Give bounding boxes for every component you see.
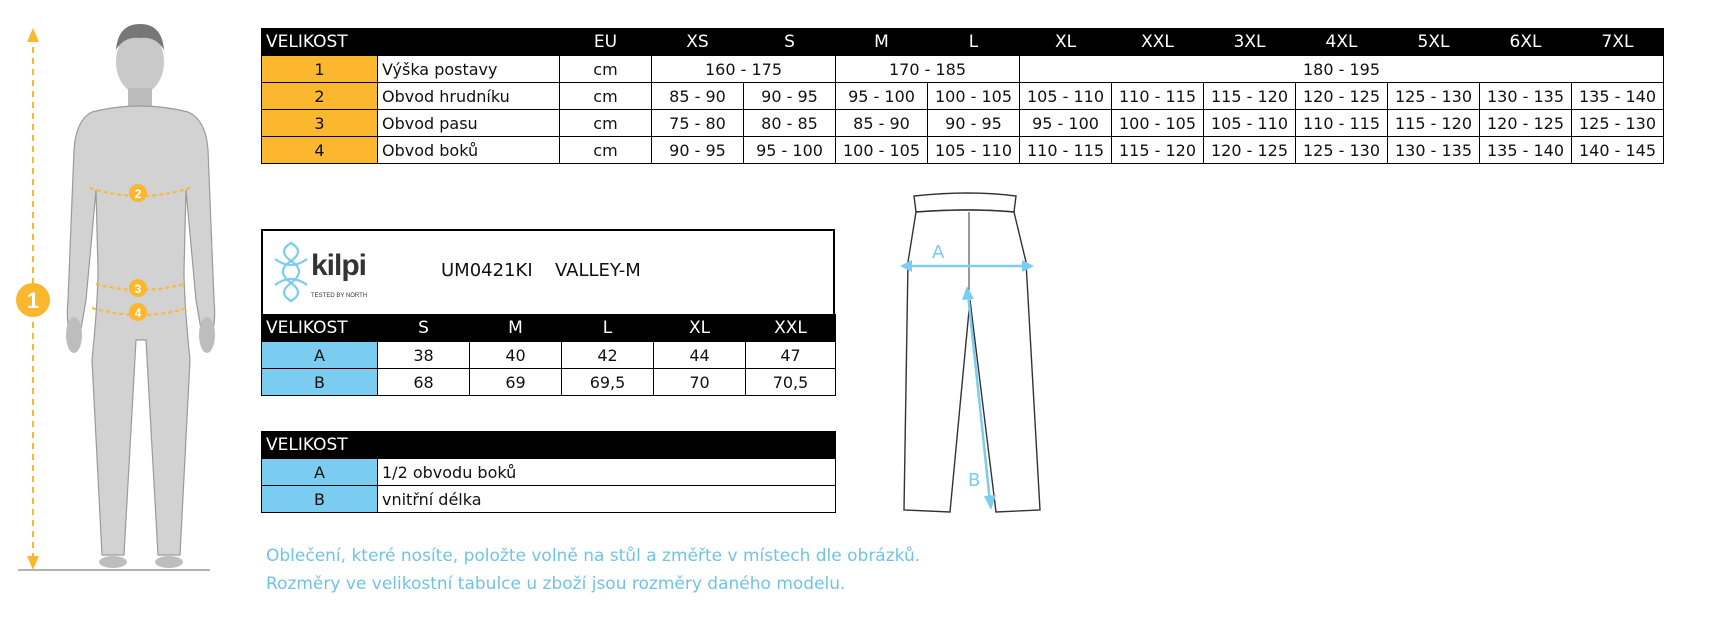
header-cell: 7XL <box>1572 29 1664 56</box>
row-number: 2 <box>262 83 378 110</box>
header-cell: XXL <box>1112 29 1204 56</box>
desc-table-header <box>262 432 836 459</box>
row-label: Obvod boků <box>378 137 560 164</box>
header-cell: VELIKOST <box>262 432 378 459</box>
description-cell: vnitřní délka <box>378 486 836 513</box>
table-row <box>262 56 1664 83</box>
header-cell: L <box>562 315 654 342</box>
value-cell: 130 - 135 <box>1388 137 1480 164</box>
value-cell: 115 - 120 <box>1112 137 1204 164</box>
pants-table-header <box>262 315 836 342</box>
value-cell: 47 <box>746 342 836 369</box>
value-cell: 140 - 145 <box>1572 137 1664 164</box>
value-cell: 120 - 125 <box>1296 83 1388 110</box>
value-cell: 69,5 <box>562 369 654 396</box>
value-cell: 42 <box>562 342 654 369</box>
header-cell: 5XL <box>1388 29 1480 56</box>
header-cell: XS <box>652 29 744 56</box>
header-cell: VELIKOST <box>262 29 378 56</box>
value-cell: 110 - 115 <box>1020 137 1112 164</box>
row-label: A <box>262 342 378 369</box>
product-header <box>261 229 835 314</box>
value-cell: 115 - 120 <box>1388 110 1480 137</box>
value-cell: 135 - 140 <box>1572 83 1664 110</box>
value-cell: 120 - 125 <box>1204 137 1296 164</box>
header-cell: XL <box>1020 29 1112 56</box>
value-cell: 100 - 105 <box>836 137 928 164</box>
value-cell: 100 - 105 <box>928 83 1020 110</box>
value-cell: 125 - 130 <box>1296 137 1388 164</box>
unit-cell: cm <box>560 56 652 83</box>
value-cell: 38 <box>378 342 470 369</box>
value-cell: 85 - 90 <box>652 83 744 110</box>
value-cell: 68 <box>378 369 470 396</box>
product-name: VALLEY-M <box>555 260 641 281</box>
header-cell: M <box>836 29 928 56</box>
measurement-note-1: Oblečení, které nosíte, položte volně na stůl a změřte v místech dle obrázků. <box>266 546 921 566</box>
header-cell: 4XL <box>1296 29 1388 56</box>
value-cell: 44 <box>654 342 746 369</box>
value-cell: 95 - 100 <box>744 137 836 164</box>
value-cell: 160 - 175 <box>652 56 836 83</box>
value-cell: 110 - 115 <box>1112 83 1204 110</box>
header-cell: XL <box>654 315 746 342</box>
value-cell: 90 - 95 <box>744 83 836 110</box>
row-label: B <box>262 369 378 396</box>
value-cell: 70,5 <box>746 369 836 396</box>
size-chart-header <box>262 29 1664 56</box>
value-cell: 69 <box>470 369 562 396</box>
value-cell: 115 - 120 <box>1204 83 1296 110</box>
unit-cell: cm <box>560 83 652 110</box>
value-cell: 85 - 90 <box>836 110 928 137</box>
row-number: 1 <box>262 56 378 83</box>
table-row <box>262 137 1664 164</box>
brand-logo-text: kilpi <box>311 249 367 282</box>
header-cell: L <box>928 29 1020 56</box>
row-number: 4 <box>262 137 378 164</box>
value-cell: 40 <box>470 342 562 369</box>
row-label: Obvod hrudníku <box>378 83 560 110</box>
brand-tagline: TESTED BY NORTH <box>311 293 368 299</box>
value-cell: 180 - 195 <box>1020 56 1664 83</box>
header-cell: M <box>470 315 562 342</box>
header-cell <box>378 29 560 56</box>
header-cell: 3XL <box>1204 29 1296 56</box>
measurement-description-table <box>261 431 836 513</box>
pants-size-table <box>261 314 836 396</box>
pants-measurement-figure <box>880 190 1060 520</box>
table-row <box>262 110 1664 137</box>
table-row <box>262 83 1664 110</box>
row-number: 3 <box>262 110 378 137</box>
value-cell: 105 - 110 <box>1020 83 1112 110</box>
value-cell: 120 - 125 <box>1480 110 1572 137</box>
waist-marker: 3 <box>134 282 142 296</box>
value-cell: 90 - 95 <box>928 110 1020 137</box>
height-marker: 1 <box>26 288 40 313</box>
value-cell: 90 - 95 <box>652 137 744 164</box>
row-label: Výška postavy <box>378 56 560 83</box>
header-cell: S <box>378 315 470 342</box>
table-row <box>262 459 836 486</box>
value-cell: 95 - 100 <box>836 83 928 110</box>
value-cell: 125 - 130 <box>1388 83 1480 110</box>
table-row <box>262 369 836 396</box>
header-cell: EU <box>560 29 652 56</box>
header-cell: VELIKOST <box>262 315 378 342</box>
size-chart-table <box>261 28 1664 164</box>
value-cell: 95 - 100 <box>1020 110 1112 137</box>
table-row <box>262 342 836 369</box>
value-cell: 70 <box>654 369 746 396</box>
header-cell <box>378 432 836 459</box>
header-cell: XXL <box>746 315 836 342</box>
row-label: A <box>262 459 378 486</box>
value-cell: 110 - 115 <box>1296 110 1388 137</box>
value-cell: 105 - 110 <box>1204 110 1296 137</box>
table-row <box>262 486 836 513</box>
product-code: UM0421KI <box>441 260 533 281</box>
value-cell: 80 - 85 <box>744 110 836 137</box>
description-cell: 1/2 obvodu boků <box>378 459 836 486</box>
kilpi-knot-icon <box>271 239 311 305</box>
value-cell: 75 - 80 <box>652 110 744 137</box>
row-label: B <box>262 486 378 513</box>
header-cell: 6XL <box>1480 29 1572 56</box>
value-cell: 125 - 130 <box>1572 110 1664 137</box>
pants-label-b: B <box>968 470 981 491</box>
pants-label-a: A <box>932 242 945 263</box>
unit-cell: cm <box>560 110 652 137</box>
hips-marker: 4 <box>134 306 142 320</box>
value-cell: 105 - 110 <box>928 137 1020 164</box>
measurement-note-2: Rozměry ve velikostní tabulce u zboží jsou rozměry daného modelu. <box>266 574 846 594</box>
unit-cell: cm <box>560 137 652 164</box>
body-measurement-figure <box>0 0 230 600</box>
header-cell: S <box>744 29 836 56</box>
value-cell: 170 - 185 <box>836 56 1020 83</box>
chest-marker: 2 <box>134 187 142 201</box>
value-cell: 100 - 105 <box>1112 110 1204 137</box>
value-cell: 135 - 140 <box>1480 137 1572 164</box>
row-label: Obvod pasu <box>378 110 560 137</box>
value-cell: 130 - 135 <box>1480 83 1572 110</box>
